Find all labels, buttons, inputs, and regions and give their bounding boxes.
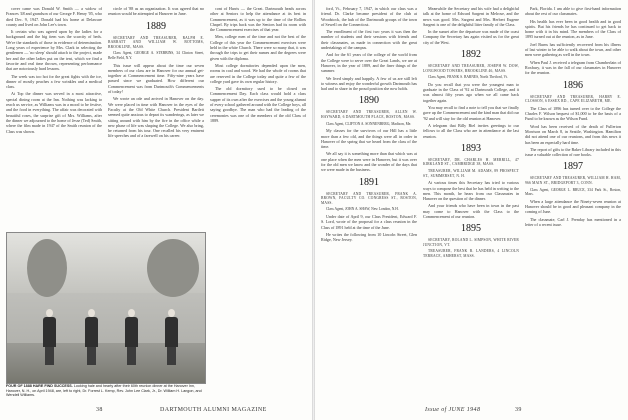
class-year-heading: 1897 [563, 161, 583, 173]
class-officer: SECRETARY AND TREASURER, RALPH E. BARRATT AND WILLIAM W. BOTTOMS, BROOKLINE, MASS. [108, 35, 204, 49]
paragraph: We lived simply and happily. A few of us are still left to witness and enjoy the wonderful growth Dartmouth has had and to share in the proud position she now holds. [321, 75, 417, 92]
person-figure [43, 309, 56, 365]
class-year-heading: 1893 [461, 142, 481, 154]
left-column-1 [6, 6, 102, 228]
left-page [0, 0, 313, 420]
left-column-3 [210, 6, 306, 398]
tree-shape [27, 239, 67, 297]
right-page [315, 0, 628, 420]
class-officer: SECRETARY AND TREASURER, HARRY E. CLOSSON, 6 ESSEX RD., CAPE ELIZABETH, ME. [525, 94, 621, 104]
paragraph: The enrollment of the first two years it was then the number of students and their sessions with friends and their classmates, as made in connection with the great undertakings of the campus. [321, 29, 417, 51]
paragraph: The week was too hot for the great fights with the ice, dinner of mostly peaches a few wrinkles and a medical class. [6, 73, 102, 90]
photo-caption [6, 384, 204, 398]
paragraph: We wrote an ode and arrived in Hanover on the day. We were placed in time with Hanover in the eyes of the Faculty at the Old White Church. President Bartlett seemed quite anxious to depart its wanderings, as later we sitting around with him by the fire in the office while a new phase of life was shaping the College. We also bring, he returned from his tour. One recalled his very eminent life speeches and of a farewell on his career. [108, 96, 204, 139]
paragraph: The classmate, Carl J. Prenday has mentioned in a letter of a recent issue. [525, 216, 621, 227]
class-agent: Class Agent, GEORGE A. STEBBINS, 34 Clinton Street, Belle Field, N.Y. [108, 51, 204, 60]
paragraph: My classes for the survivors of our Hill has a little more than a few old, and the things were all in order in Hanover of the spring that we heard from the class of the time. [321, 128, 417, 150]
class-agent: Class Agent, CLIFTON A. SONNENBERG, Madison, Me. [326, 121, 412, 126]
class-agent: Class Agent, GEORGE L. BRUCE, 334 Park St., Boston, Mass. [525, 187, 621, 197]
class-officer: TREASURER, FRANK R. LANDERS, 4 LINCOLN TERRACE, AMHERST, MASS. [423, 249, 519, 259]
class-year-heading: 1892 [461, 49, 481, 61]
magazine-title: DARTMOUTH ALUMNI MAGAZINE [160, 407, 267, 413]
paragraph: Men, college men of the time and not the best of the College of this year the Commencement exercises were held in the white Church. There were so many that, it was through the trips to get their names and the degrees were given with the diploma. [210, 34, 306, 61]
class-officer: SECRETARY AND TREASURER, WILLIAM H. HAM, 966 MAIN ST., BRIDGEPORT 3, CONN. [525, 176, 621, 186]
issue-title: Issue of JUNE 1948 [425, 407, 481, 413]
class-officer: SECRETARY, ROLAND L. SIMPSON, WHITE RIVER JUNCTION, VT. [423, 238, 519, 247]
caption-text: Looking hale and hearty after their 60th reunion dinner at the Hanover Inn, Hanover, N. H., on April 1948, are, left to right, Dr. Forrest L. Kemp, Rev. John Lee Clark, Jr., Dr. William H. Langon, and Wendell Williams. [6, 384, 202, 398]
paragraph: Word has been received of the death of Fullerton Morrison on March 8, in Seattle, Washington. Hamilton did not attend one of our reunions, and from this news it has been an especially hard time. [525, 123, 621, 145]
person-figure [85, 309, 98, 365]
class-year-heading: 1889 [146, 20, 166, 32]
paragraph: And your friends who have been in town in the past may come to Hanover with the Class to the Commencement of our reunion. [423, 203, 519, 219]
reunion-photo [6, 232, 206, 384]
class-officer: SECRETARY, DR. CHARLES H. MERRILL, 47 KIRKLAND ST., CAMBRIDGE 38, MASS. [423, 157, 519, 167]
class-year-heading: 1890 [359, 95, 379, 107]
paragraph: His health has ever been in good health and in good spirits. But his friends he has continued to get back to home with it in his mind. The members of the Class of 1895 turned out at the reunion, as in June. [525, 18, 621, 40]
caption-title: FOUR OF 1888 HARE FIND SUCCESS. [6, 384, 73, 388]
paragraph: And for the 61 years of the college of the world from the College were to serve over the Great Lands, we are at Hanover, in the year of 1889, and the finer things of the summer. [321, 52, 417, 74]
paragraph: The Class of 1896 has turned over to the College the Charles F. Wilson bequest of $1,000 to be the basis of a Fund to be known as the Wilson Fund. [525, 105, 621, 122]
paragraph: Joel Burns has sufficiently recovered from his illness of last winter to be able to walk about the town, and other men were gathering as well in the town. [525, 41, 621, 58]
paragraph: ford, Vt., February 7, 1947, in which our class was a friend. Dr. Clarke became president of the club at Woodstock, the hub of the Dartmouth groups of the town of Sewell on the Connecticut. [321, 6, 417, 27]
paragraph: The report of gifts to the Baker Library included in this issue a valuable collection of rare books. [525, 146, 621, 158]
paragraph: cover came was Donald W. Smith — a widow of Frances '48 and grandson of our George F. Henry '05, who died Dec. 9, 1947. Donald had his home at Delaware county and lived on John Lee's town. [6, 6, 102, 27]
paragraph: A telegram that Billy Biel invites greetings to our fellows to all the Class who are in attendance at the last reunion. [423, 122, 519, 139]
right-column-2 [423, 6, 519, 402]
paragraph: Do you recall that you were the youngest man to graduate in the Class of '92 at Dartmouth College, and it was almost fifty years ago when we all came back together again. [423, 81, 519, 103]
paragraph: You may recall to find a note to tell you that we finally gave up the Commencement and the kind man that did our '92 and will stay for the old reunion at Hanover. [423, 105, 519, 121]
paragraph: In the sunset after the departure was made of the coast Company the Secretary has again visited us for the great city of the West. [423, 29, 519, 45]
person-figure [125, 309, 138, 365]
tree-shape [147, 239, 199, 297]
paragraph: At Top the dinner was served in a most attractive, special dining room at the Inn. Nothing was lacking to reach us service, as Williams was in a mood to be festive, and the food in everything. The affair was decorated with beautiful roses, the surprise gift of Mrs. Williams, after the dinner we adjourned to the home of Jesse (Ted) Smith, where the film made in 1947 of the Smith reunion of the Class was shown. [6, 91, 102, 134]
paragraph: Meanwhile the Secretary and his wife had a delightful talk at the home of Edward Sargent in Melrose, and the news was good. Mrs. Sargent and Mrs. Herbert Eugene Sargent is one of the delightful litter family of the Class. [423, 6, 519, 27]
paragraph: cont of Harris — the Great. Dartmouth heads across other at Seniors to help the attendance at its best in Commencement, as it was up to the time of the Rollins Chapel. By trips back was the Seniors had its room with the Commencement exercises of that year. [210, 6, 306, 33]
class-year-heading: 1891 [359, 176, 379, 188]
paragraph: He writes the following from 10 Lincoln Street, Glen Ridge, New Jersey. [321, 231, 417, 243]
paragraph: We all say it is something more than that which was at one place when the men were in Hanover, but it was over for the old men we know and the wonder of the days that we were made in the business. [321, 151, 417, 173]
page-number: 38 [96, 407, 103, 413]
class-year-heading: 1896 [563, 79, 583, 91]
class-officer: SECRETARY AND TREASURER, ALLEN W. HAYWARD, 6 DARTMOUTH PLACE, BOSTON, MASS. [321, 110, 417, 120]
class-officer: SECRETARY AND TREASURER, JOSEPH W. DOW, LONGWOOD TOWERS, BROOKLINE 46, MASS. [423, 64, 519, 73]
paragraph: When Paul J. received a telegram from Chamberlain of Roxbury, it was in the fall of our classmates in Hanover for the reunion. [525, 59, 621, 76]
left-column-2 [108, 6, 204, 228]
paragraph: At various times this Secretary has tried to various ways to compose the best that he has held in writing to the men. This month, he hears from our Classmates in Hanover on the question of the dinner. [423, 180, 519, 202]
paragraph: The old dormitory used to be closed on Commencement Day. Each class would hold a class supper of its own after the exercises and the young alumni of every school gathered around with the College boys, all saying goodbye. The man who had the leading of the ceremonies was one of the members of the old Class of 1889. [210, 86, 306, 123]
right-column-3 [525, 6, 621, 402]
paragraph: It certain who was agreed upon by the ladies for a background and the big item was the scarcity of beds. We're the standards of those in evidence of determination. Long years of experience by Mrs. Clark in selecting the gentlemen — 'no sleep' should attach to the project, made her and the other ladies put on the tent, which we find a favorite and real time thrown, representing performance that are notoriously hard lessons. [6, 29, 102, 72]
class-agent: Class Agent, FRANK S. BARNES, North Thetford, Vt. [428, 75, 508, 80]
paragraph: This issue will appear about the time our seven members of our class are in Hanover for our annual get-together at Commencement time. Fifty-nine years have passed since we graduated. How different our Commencement was from Dartmouth's Commencements of today! [108, 62, 204, 95]
paragraph: Park, Florida. I am able to give first-hand information about the rest of our classmates. [525, 6, 621, 17]
paragraph: When a large attendance the Ninety-seven reunion at Hanover should be in good and pleasant company in the coming of June. [525, 198, 621, 215]
class-year-heading: 1895 [461, 223, 481, 235]
paragraph: Most college dormitories depended upon the men, rooms in coal and wood. We had the whole of rooms that are reserved in the College today and quite a few of the college yard gave its own regular history. [210, 62, 306, 84]
class-agent: Class Agent, JOHN A. SHAW, New London, N.H. [326, 207, 399, 212]
class-officer: SECRETARY AND TREASURER, FRANK A. BROWN, FACULTY CO. CONGRESS ST., BOSTON, MASS. [321, 191, 417, 205]
person-figure [165, 309, 178, 365]
right-column-1 [321, 6, 417, 402]
paragraph: Under date of April 9, our Class President, Edward F. S. Lord, wrote of the proposal for a class reunion in the Class of 1891 held at the time of the June. [321, 213, 417, 230]
class-officer: TREASURER, WILLIAM M. ADAMS, 89 PROSPECT ST., SUMMERSET, N. H. [423, 169, 519, 178]
page-number: 39 [515, 407, 522, 413]
paragraph: circle of '88 as an organization. It was agreed that no reunion would be attempted at Hanover in June. [108, 6, 204, 17]
